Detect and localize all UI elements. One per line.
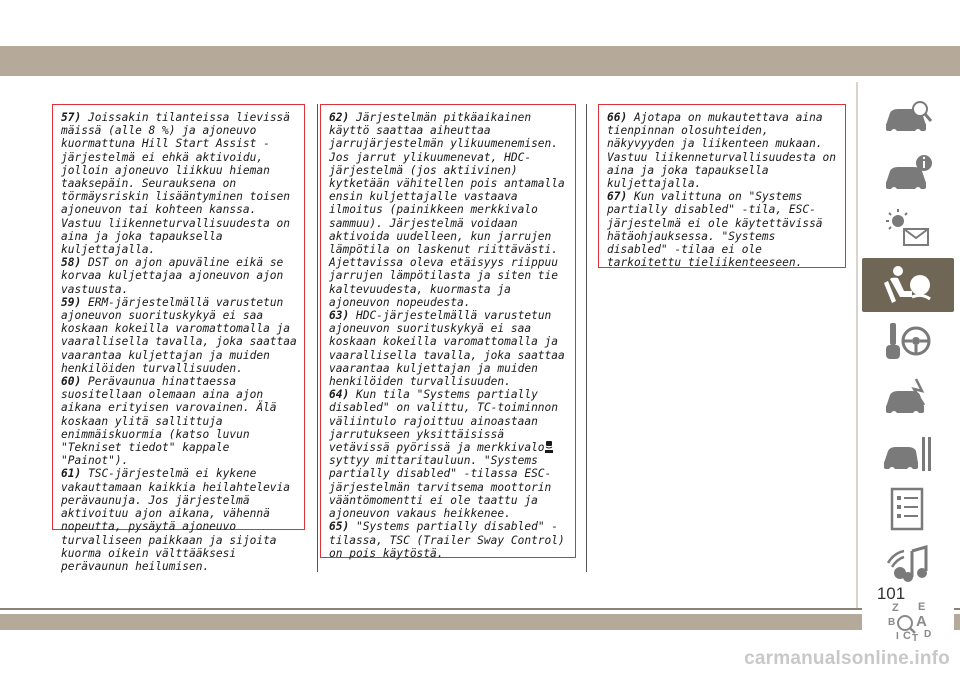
column-divider	[317, 104, 318, 572]
car-search-icon	[882, 95, 934, 139]
chapter-tab-car-info[interactable]	[862, 146, 954, 200]
svg-text:T: T	[912, 633, 919, 643]
svg-text:C: C	[903, 630, 911, 642]
note: 59) ERM-järjestelmällä varustetun ajoneuvon suorituskykyä ei saa koskaan kokeilla varomattomalla ja vaarallisella tavalla, joka saattaa vaarantaa kuljettajan ja muiden henkilöiden turvallisuuden.	[61, 295, 297, 375]
note: 64) Kun tila "Systems partially disabled" on valittu, TC-toiminnon väliintulo rajoittuu ainoastaan jarrutukseen yksittäisissä vetävissä pyörissä ja merkkivalosyttyy mittaritauluun. "Systems partially disabled" -tilassa ESC-järjestelmän tarvitsema moottorin vääntömomentti ei ole taattu ja ajoneuvon vakaus heikkenee.	[329, 388, 559, 521]
checklist-icon	[882, 487, 934, 531]
warning-notes-column-1	[52, 104, 305, 573]
warning-lights-mail-icon	[882, 207, 934, 251]
car-info-icon	[882, 151, 934, 195]
svg-text:B: B	[888, 617, 896, 628]
svg-text:E: E	[918, 601, 926, 613]
chapter-tab-warning-lights[interactable]	[862, 202, 954, 256]
chapter-tab-safety[interactable]	[862, 258, 954, 312]
column-divider	[586, 104, 587, 572]
note: 61) TSC-järjestelmä ei kykene vakauttamaan kaikkia heilahtelevia perävaunuja. Jos järjestelmä aktivoituu ajon aikana, vähennä nopeutta, pysäytä ajoneuvo turvalliseen paikkaan ja sijoita kuorma oikein välttääksesi perävaunun heilumisen.	[61, 467, 291, 573]
seat-airbag-icon	[882, 263, 934, 307]
note: 63) HDC-järjestelmällä varustetun ajoneuvon suorituskykyä ei saa koskaan kokeilla varomattomalla ja vaarallisella tavalla, joka saattaa vaarantaa kuljettajan ja muiden henkilöiden turvallisuuden.	[329, 309, 565, 389]
alphabet-index-icon	[882, 599, 934, 643]
radio-music-icon	[882, 543, 934, 587]
bottom-band	[0, 614, 960, 630]
car-tools-icon	[882, 431, 934, 475]
chapter-tab-maintenance[interactable]	[862, 426, 954, 480]
esc-off-icon	[545, 441, 553, 453]
warning-notes-column-2	[320, 104, 576, 558]
svg-text:A: A	[916, 613, 927, 630]
svg-text:I: I	[896, 631, 899, 642]
svg-text:D: D	[924, 629, 932, 640]
note: 58) DST on ajon apuväline eikä se korvaa kuljettajaa ajoneuvon ajon vastuusta.	[61, 256, 284, 296]
bottom-rule	[0, 608, 960, 610]
note: 66) Ajotapa on mukautettava aina tienpinnan olosuhteiden, näkyvyyden ja liikenteen mukaan. Vastuu liikenneturvallisuudesta on aina ja joka tapauksella kuljettajalla.	[607, 111, 837, 191]
watermark: carmanualsonline.info	[744, 648, 950, 669]
chapter-tab-emergency[interactable]	[862, 370, 954, 424]
sidebar-divider	[856, 82, 858, 608]
note: 65) "Systems partially disabled" -tilassa, TSC (Trailer Sway Control) on pois käytöstä.	[329, 520, 565, 560]
page-number: 101	[876, 584, 906, 603]
key-steering-wheel-icon	[882, 319, 934, 363]
warning-notes-column-3	[598, 104, 846, 268]
note: 62) Järjestelmän pitkäaikainen käyttö saattaa aiheuttaa jarrujärjestelmän ylikuumenemisen. Jos jarrut ylikuumenevat, HDC-järjestelmä (jos aktiivinen) kytketään vähitellen pois antamalla ensin kuljettajalle vastaava ilmoitus (painikkeen merkkivalo sammuu). Järjestelmä voidaan aktivoida uudelleen, kun jarrujen lämpötila on laskenut riittävästi. Ajettavissa oleva etäisyys riippuu jarrujen lämpötilasta ja siten tie kaltevuudesta, kuormasta ja ajoneuvon nopeudesta.	[329, 111, 565, 309]
car-crash-icon	[882, 375, 934, 419]
chapter-tab-technical-data[interactable]	[862, 482, 954, 536]
chapter-tab-starting-driving[interactable]	[862, 314, 954, 368]
note: 67) Kun valittuna on "Systems partially disabled" -tila, ESC-järjestelmä ei ole käytettävissä hätäohjauksessa. "Systems disabled" -tilaa ei ole tarkoitettu tieliikenteeseen.	[607, 190, 823, 270]
note: 57) Joissakin tilanteissa lievissä mäissä (alle 8 %) ja ajoneuvo kuormattuna Hill Start Assist -järjestelmä ei ehkä aktivoidu, jolloin ajoneuvo liikkuu hieman taaksepäin. Seurauksena on törmäysriskin lisääntyminen toisen ajoneuvon tai kohteen kanssa. Vastuu liikenneturvallisuudesta on aina ja joka tapauksella kuljettajalla.	[61, 111, 291, 257]
chapter-tab-car-search[interactable]	[862, 90, 954, 144]
top-band	[0, 46, 960, 76]
svg-text:Z: Z	[892, 602, 899, 614]
note: 60) Perävaunua hinattaessa suositellaan olemaan aina ajon aikana erityisen varovainen. Älä koskaan ylitä sallittuja enimmäiskuormia (katso luvun "Tekniset tiedot" kappale "Painot").	[61, 375, 277, 468]
